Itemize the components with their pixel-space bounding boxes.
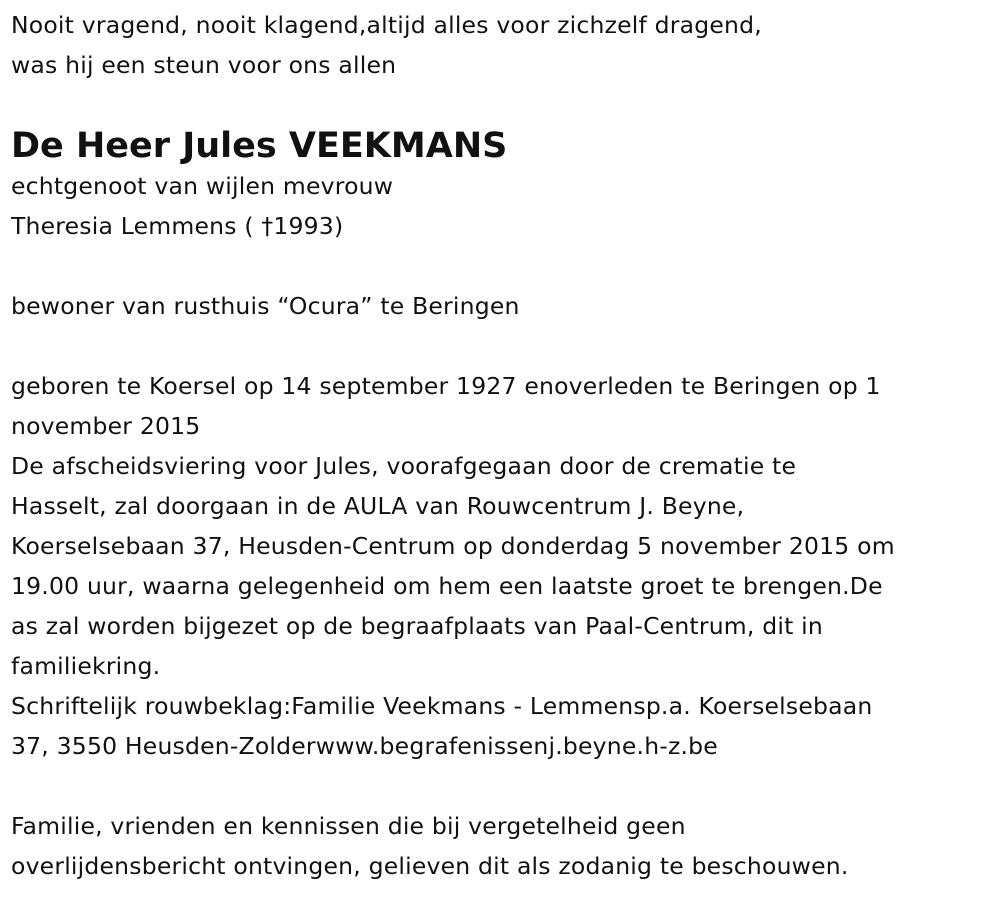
spouse-relation: echtgenoot van wijlen mevrouw (11, 172, 394, 200)
closing-line-1: Familie, vrienden en kennissen die bij vergetelheid geen (11, 812, 686, 840)
spacer (11, 766, 996, 806)
body-line: Hasselt, zal doorgaan in de AULA van Rouwcentrum J. Beyne, (11, 492, 745, 520)
spouse-name: Theresia Lemmens ( (11, 212, 262, 240)
residence-line: bewoner van rusthuis “Ocura” te Beringen (11, 292, 520, 320)
spouse-death-year: 1993) (273, 212, 344, 240)
body-line: november 2015 (11, 412, 201, 440)
body-line: as zal worden bijgezet op de begraafplaats van Paal-Centrum, dit in (11, 612, 823, 640)
body-line: De afscheidsviering voor Jules, voorafgegaan door de crematie te (11, 452, 797, 480)
spacer (11, 246, 996, 286)
obituary-notice (11, 5, 996, 886)
spacer (11, 326, 996, 366)
body-line: geboren te Koersel op 14 september 1927 enoverleden te Beringen op 1 (11, 372, 881, 400)
verse-line-1: Nooit vragend, nooit klagend,altijd alles voor zichzelf dragend, (11, 11, 762, 39)
spouse-name-line (11, 206, 996, 246)
body-line: Schriftelijk rouwbeklag:Familie Veekmans - Lemmensp.a. Koerselsebaan (11, 692, 873, 720)
body-line: 19.00 uur, waarna gelegenheid om hem een laatste groet te brengen.De (11, 572, 883, 600)
body-line: familiekring. (11, 652, 161, 680)
body-line: 37, 3550 Heusden-Zolderwww.begrafenissenj.beyne.h-z.be (11, 732, 718, 760)
verse-line-2: was hij een steun voor ons allen (11, 51, 397, 79)
cross-icon: † (261, 212, 274, 240)
deceased-name: De Heer Jules VEEKMANS (11, 126, 508, 166)
body-line: Koerselsebaan 37, Heusden-Centrum op donderdag 5 november 2015 om (11, 532, 895, 560)
closing-line-2: overlijdensbericht ontvingen, gelieven dit als zodanig te beschouwen. (11, 852, 849, 880)
